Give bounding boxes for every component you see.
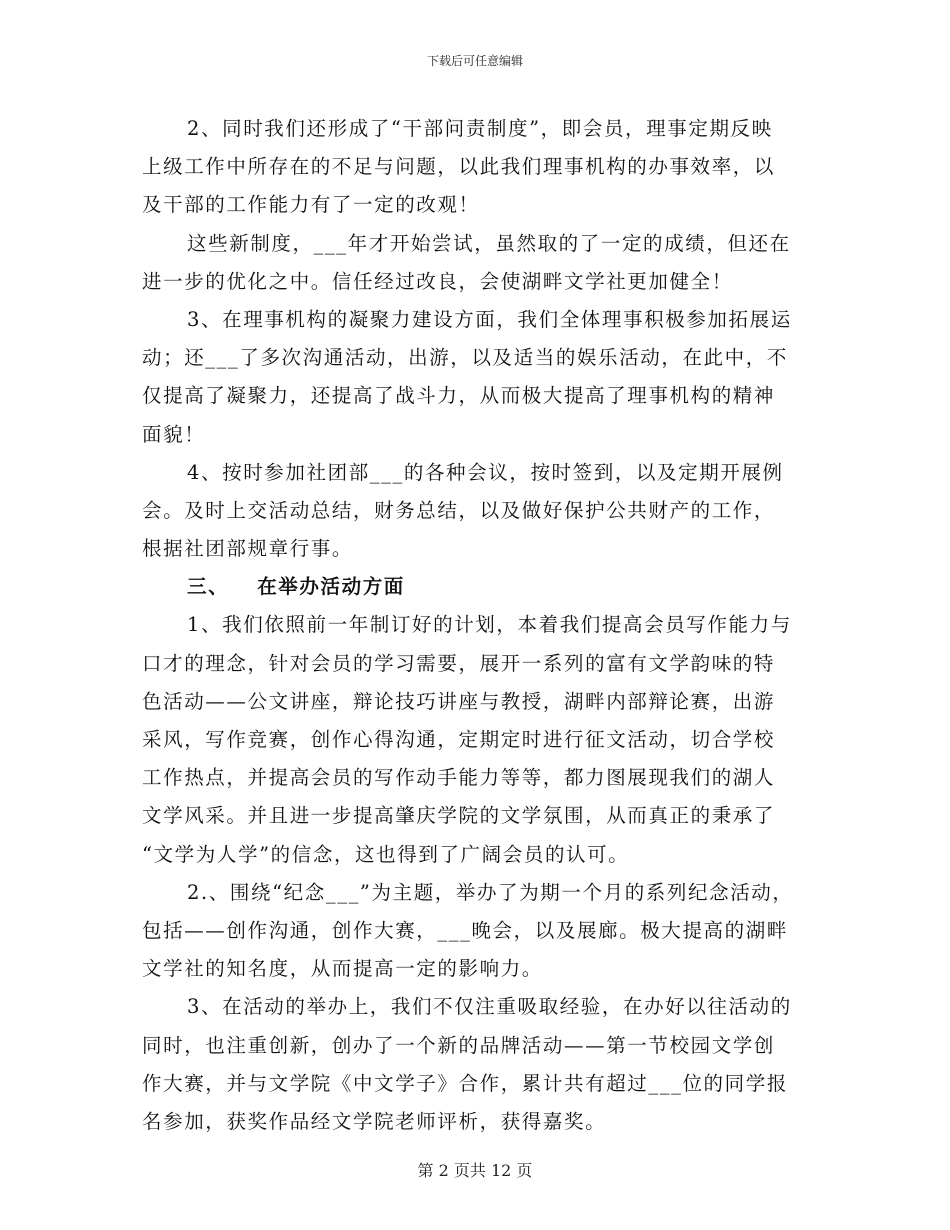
section-heading-number: 三、 <box>187 575 230 599</box>
paragraph-line: 2.、围绕“纪念___”为主题，举办了为期一个月的系列纪念活动， <box>187 880 794 904</box>
section-heading <box>142 568 810 606</box>
paragraph-line: “文学为人学”的信念，这也得到了广阔会员的认可。 <box>142 842 630 866</box>
page-header: 下载后可任意编辑 <box>426 54 523 68</box>
paragraph-line: 4、按时参加社团部___的各种会议，按时签到，以及定期开展例 <box>187 460 784 484</box>
paragraph-line: 这些新制度，___年才开始尝试，虽然取的了一定的成绩，但还在 <box>187 231 791 255</box>
paragraph-line: 名参加，获奖作品经文学院老师评析，获得嘉奖。 <box>142 1109 607 1133</box>
paragraph-line: 仅提高了凝聚力，还提高了战斗力，从而极大提高了理事机构的精神 <box>142 384 776 408</box>
paragraph-line: 色活动——公文讲座，辩论技巧讲座与教授，湖畔内部辩论赛，出游 <box>142 689 776 713</box>
section-heading-title: 在举办活动方面 <box>257 575 405 599</box>
paragraph-line: 3、在理事机构的凝聚力建设方面，我们全体理事积极参加拓展运 <box>187 307 792 331</box>
paragraph-line: 1、我们依照前一年制订好的计划，本着我们提高会员写作能力与 <box>187 613 792 637</box>
document-body <box>142 110 810 1141</box>
paragraph-line: 根据社团部规章行事。 <box>142 537 354 561</box>
paragraph-line: 3、在活动的举办上，我们不仅注重吸取经验，在办好以往活动的 <box>187 995 792 1019</box>
paragraph-line: 文学风采。并且进一步提高肇庆学院的文学氛围，从而真正的秉承了 <box>142 804 776 828</box>
page-footer: 第 2 页共 12 页 <box>417 1161 533 1180</box>
paragraph-line: 作大赛，并与文学院《中文学子》合作，累计共有超过___位的同学报 <box>142 1071 788 1095</box>
paragraph-line: 文学社的知名度，从而提高一定的影响力。 <box>142 957 543 981</box>
paragraph-line: 及干部的工作能力有了一定的改观！ <box>142 193 480 217</box>
paragraph-line: 2、同时我们还形成了“干部问责制度”，即会员，理事定期反映 <box>187 117 773 140</box>
paragraph-line: 上级工作中所存在的不足与问题，以此我们理事机构的办事效率，以 <box>142 155 776 179</box>
paragraph-line: 同时，也注重创新，创办了一个新的品牌活动——第一节校园文学创 <box>142 1033 776 1057</box>
paragraph-line: 会。及时上交活动总结，财务总结，以及做好保护公共财产的工作， <box>142 498 776 522</box>
paragraph-line: 动；还___了多次沟通活动，出游，以及适当的娱乐活动，在此中，不 <box>142 346 788 370</box>
paragraph-line: 进一步的优化之中。信任经过改良，会使湖畔文学社更加健全！ <box>142 269 733 293</box>
paragraph-line: 包括——创作沟通，创作大赛，___晚会，以及展廊。极大提高的湖畔 <box>142 918 788 942</box>
paragraph-line: 采风，写作竞赛，创作心得沟通，定期定时进行征文活动，切合学校 <box>142 728 776 751</box>
paragraph-line: 面貌！ <box>142 422 206 446</box>
paragraph-line: 工作热点，并提高会员的写作动手能力等等，都力图展现我们的湖人 <box>142 766 776 790</box>
paragraph-line: 口才的理念，针对会员的学习需要，展开一系列的富有文学韵味的特 <box>142 651 776 675</box>
